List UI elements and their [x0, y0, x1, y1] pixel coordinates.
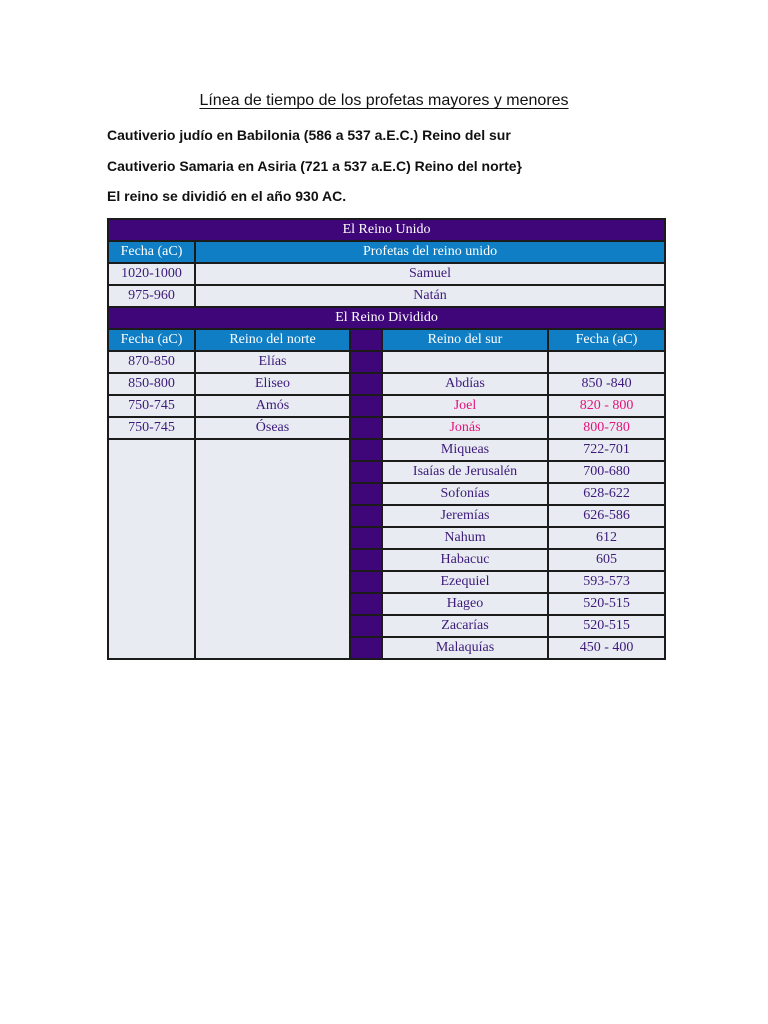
united-kingdom-band: [108, 219, 665, 241]
south-date-cell: 626-586: [548, 505, 665, 527]
south-date-cell: 520-515: [548, 593, 665, 615]
table-row: [108, 439, 665, 461]
intro-line-division: El reino se dividió en el año 930 AC.: [107, 188, 347, 204]
divider-cell: [350, 351, 382, 373]
united-date-cell: 975-960: [108, 285, 195, 307]
south-prophet-cell: Zacarías: [382, 615, 548, 637]
north-date-header: Fecha (aC): [108, 329, 195, 351]
north-prophet-cell: Elías: [195, 351, 350, 373]
south-prophet-cell: Isaías de Jerusalén: [382, 461, 548, 483]
south-date-cell: 628-622: [548, 483, 665, 505]
south-date-cell: 850 -840: [548, 373, 665, 395]
south-prophet-cell: Malaquías: [382, 637, 548, 659]
table-row: [108, 395, 665, 417]
united-prophet-cell: Natán: [195, 285, 665, 307]
divided-kingdom-heading: El Reino Dividido: [108, 307, 665, 329]
north-date-cell: 750-745: [108, 417, 195, 439]
table-row: [108, 373, 665, 395]
south-prophet-cell: Miqueas: [382, 439, 548, 461]
south-date-cell: 820 - 800: [548, 395, 665, 417]
south-prophet-cell: Nahum: [382, 527, 548, 549]
divider-cell: [350, 373, 382, 395]
divider-cell: [350, 549, 382, 571]
south-date-cell: 593-573: [548, 571, 665, 593]
divider-cell: [350, 417, 382, 439]
south-date-cell: 700-680: [548, 461, 665, 483]
table-row: [108, 417, 665, 439]
north-date-cell: 750-745: [108, 395, 195, 417]
north-prophet-cell: Eliseo: [195, 373, 350, 395]
divider-cell: [350, 395, 382, 417]
intro-line-samaria: Cautiverio Samaria en Asiria (721 a 537 a.E.C) Reino del norte}: [107, 158, 522, 174]
south-date-cell: 800-780: [548, 417, 665, 439]
divider-cell: [350, 329, 382, 351]
divider-cell: [350, 461, 382, 483]
north-prophet-cell: Amós: [195, 395, 350, 417]
south-prophet-cell: Hageo: [382, 593, 548, 615]
table-row: [108, 263, 665, 285]
south-prophet-cell: Sofonías: [382, 483, 548, 505]
united-prophet-cell: Samuel: [195, 263, 665, 285]
north-date-cell: 870-850: [108, 351, 195, 373]
south-date-header: Fecha (aC): [548, 329, 665, 351]
south-prophet-cell: Abdías: [382, 373, 548, 395]
north-kingdom-header: Reino del norte: [195, 329, 350, 351]
south-date-cell: 605: [548, 549, 665, 571]
south-prophet-cell: Jonás: [382, 417, 548, 439]
table-row: [108, 351, 665, 373]
south-kingdom-header: Reino del sur: [382, 329, 548, 351]
united-date-cell: 1020-1000: [108, 263, 195, 285]
divider-cell: [350, 571, 382, 593]
south-prophet-cell: Jeremías: [382, 505, 548, 527]
divided-header-row: [108, 329, 665, 351]
divider-cell: [350, 483, 382, 505]
united-date-header: Fecha (aC): [108, 241, 195, 263]
north-date-cell: 850-800: [108, 373, 195, 395]
table-row: [108, 285, 665, 307]
south-date-cell: 612: [548, 527, 665, 549]
united-header-row: [108, 241, 665, 263]
divided-kingdom-band: [108, 307, 665, 329]
south-date-cell: 520-515: [548, 615, 665, 637]
south-prophet-cell: Habacuc: [382, 549, 548, 571]
intro-line-babilonia: Cautiverio judío en Babilonia (586 a 537 a.E.C.) Reino del sur: [107, 127, 511, 143]
divider-cell: [350, 615, 382, 637]
north-empty-cell: [108, 439, 195, 659]
divider-cell: [350, 637, 382, 659]
divider-cell: [350, 593, 382, 615]
south-date-cell: 450 - 400: [548, 637, 665, 659]
document-title: Línea de tiempo de los profetas mayores y menores: [199, 92, 569, 109]
united-prophets-header: Profetas del reino unido: [195, 241, 665, 263]
divider-cell: [350, 439, 382, 461]
prophets-timeline-table: [107, 218, 666, 660]
south-date-cell: [548, 351, 665, 373]
south-prophet-cell: Ezequiel: [382, 571, 548, 593]
south-prophet-cell: [382, 351, 548, 373]
south-prophet-cell: Joel: [382, 395, 548, 417]
divider-cell: [350, 527, 382, 549]
south-date-cell: 722-701: [548, 439, 665, 461]
divider-cell: [350, 505, 382, 527]
north-empty-cell: [195, 439, 350, 659]
united-kingdom-heading: El Reino Unido: [108, 219, 665, 241]
north-prophet-cell: Óseas: [195, 417, 350, 439]
